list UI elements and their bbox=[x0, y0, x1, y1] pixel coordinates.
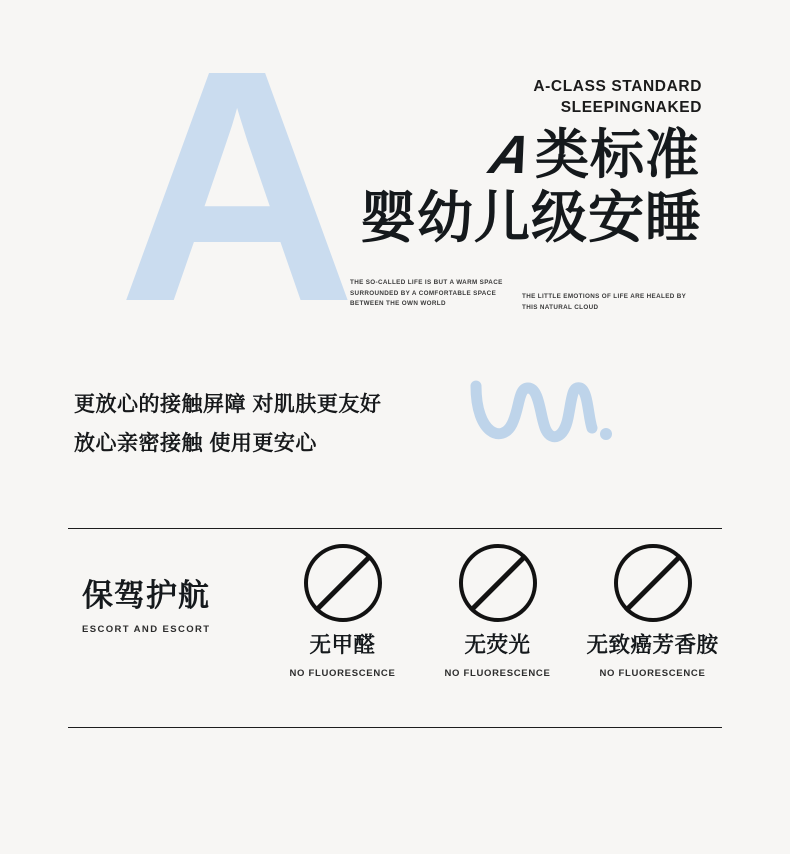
chinese-heading-line2: 婴幼儿级安睡 bbox=[360, 186, 702, 249]
feature-title-en: NO FLUORESCENCE bbox=[444, 668, 551, 679]
chinese-heading-italic-a: A bbox=[484, 125, 538, 185]
chinese-heading-line1-text: 类标准 bbox=[535, 125, 700, 185]
small-paragraph-right: THE LITTLE EMOTIONS OF LIFE ARE HEALED BY THIS NATURAL CLOUD bbox=[522, 293, 687, 311]
feature-item bbox=[270, 544, 415, 679]
no-entry-icon bbox=[304, 544, 382, 622]
feature-title-en: NO FLUORESCENCE bbox=[599, 668, 706, 679]
escort-title-cn: 保驾护航 bbox=[82, 578, 210, 613]
feature-title-cn: 无甲醛 bbox=[309, 633, 376, 657]
feature-item bbox=[580, 544, 725, 679]
feature-item bbox=[425, 544, 570, 679]
no-entry-icon bbox=[459, 544, 537, 622]
decorative-letter-a: A bbox=[118, 1, 347, 370]
claim-line-1: 更放心的接触屏障 对肌肤更友好 bbox=[74, 393, 382, 416]
divider-bottom bbox=[68, 727, 722, 728]
divider-top bbox=[68, 528, 722, 529]
small-paragraph-left: THE SO-CALLED LIFE IS BUT A WARM SPACE SURROUNDED BY A COMFORTABLE SPACE BETWEEN THE OWN WORLD bbox=[350, 279, 503, 307]
chinese-heading-line1 bbox=[484, 125, 700, 185]
feature-title-en: NO FLUORESCENCE bbox=[289, 668, 396, 679]
squiggle-icon bbox=[468, 372, 618, 452]
english-heading-line2: SLEEPINGNAKED bbox=[560, 99, 702, 116]
feature-title-cn: 无荧光 bbox=[464, 633, 531, 657]
claim-line-2: 放心亲密接触 使用更安心 bbox=[74, 432, 317, 455]
feature-title-cn: 无致癌芳香胺 bbox=[586, 633, 719, 657]
english-heading bbox=[533, 76, 702, 118]
feature-list bbox=[270, 544, 725, 679]
escort-block bbox=[82, 578, 272, 635]
english-heading-line1: A-CLASS STANDARD bbox=[533, 78, 702, 95]
escort-title-en: ESCORT AND ESCORT bbox=[82, 624, 211, 635]
no-entry-icon bbox=[614, 544, 692, 622]
